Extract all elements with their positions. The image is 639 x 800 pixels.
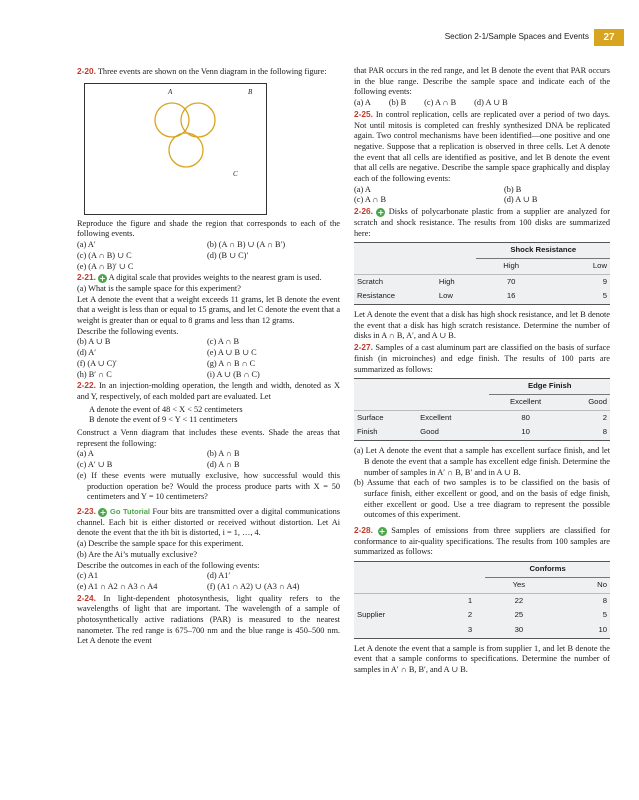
table-row: Finish Good 10 8 — [354, 425, 610, 440]
list-item: (g) A ∩ B ∩ C — [207, 358, 256, 368]
exercise-2-27-a: (a) Let A denote the event that a sample has excellent surface finish, and let B denote the event that a sample has excellent edge finish. Determine the number of samples in A′ ∩ B, B′ and in A ∪ B. — [354, 446, 610, 477]
exercise-2-20-items — [77, 240, 340, 272]
table-row: 1 22 8 — [354, 593, 610, 608]
column-header: Excellent — [510, 396, 542, 406]
table-row: Surface Excellent 80 2 — [354, 410, 610, 425]
list-item: (c) A′ ∪ B — [77, 460, 113, 470]
exercise-2-24: 2-24. In light-dependent photosynthesis, light quality refers to the wavelengths of light that are important. The wavelength of a sample of photosynthetically active radiations (PAR) is measured to the nearest nanometer. The red range is 675–700 nm and the blue range is 450–500 nm. Let A denote the event — [77, 592, 340, 646]
venn-label-c: C — [233, 169, 238, 178]
exercise-2-21: 2-21. + A digital scale that provides weights to the nearest gram is used. — [77, 272, 322, 284]
venn-label-a: A — [168, 87, 173, 96]
list-item: (e) (A ∩ B)′ ∪ C — [77, 261, 134, 271]
tutorial-link[interactable]: Go Tutorial — [110, 506, 150, 516]
list-item: (e) A1 ∩ A2 ∩ A3 ∩ A4 — [77, 581, 158, 591]
exercise-2-26-after: Let A denote the event that a disk has high shock resistance, and let B denote the event that a disk has high scratch resistance. Determine the number of disks in A ∩ B, A′, and A ∪ B. — [354, 310, 610, 341]
list-item: (b) B — [388, 98, 407, 108]
edge-finish-table — [354, 378, 610, 441]
list-item: (f) (A1 ∩ A2) ∪ (A3 ∩ A4) — [207, 581, 300, 591]
exercise-2-22-e: (e) If these events were mutually exclusive, how successful would this production operation be? Would the process produce parts with X = 50 centimeters and Y = 10 centimeters? — [77, 470, 340, 502]
exercise-2-22: 2-22. In an injection-molding operation, the length and width, denoted as X and Y, respectively, of each molded part are evaluated. Let — [77, 380, 340, 401]
exercise-2-27-b: (b) Assume that each of two samples is to be classified on the basis of surface finish, either excellent or good, and on the basis of edge finish, either excellent or good. Use a tree diagram to represent the possible outcomes of this experiment. — [354, 478, 610, 520]
list-item: (e) A ∪ B ∪ C — [207, 348, 257, 358]
list-item: (a) A′ — [77, 240, 96, 250]
conforms-table — [354, 561, 610, 639]
exercise-2-28-after: Let A denote the event that a sample is from supplier 1, and let B denote the event that a sample conforms to specifications. Determine the number of samples in A′ ∩ B, B′, and A ∪ B. — [354, 643, 610, 675]
list-item: (c) A ∩ B — [354, 195, 387, 205]
section-title: Section 2-1/Sample Spaces and Events — [444, 32, 589, 41]
list-item: (b) B — [504, 184, 522, 194]
column-header: No — [597, 579, 607, 589]
venn-label-b: B — [248, 87, 253, 96]
column-header: Good — [588, 396, 607, 406]
table-title: Conforms — [485, 562, 610, 578]
exercise-2-23: 2-23. + Go Tutorial Four bits are transmitted over a digital communications channel. Each bit is either distorted or received without distortion. Let Ai denote the event that the ith bit is distorted, i = 1, …, 4. — [77, 505, 340, 538]
exercise-2-23-items — [77, 571, 340, 592]
page-number: 27 — [594, 29, 624, 46]
list-item: (b) (A ∩ B) ∪ (A ∩ B′) — [207, 240, 286, 250]
list-item: (c) A ∩ B — [424, 98, 457, 108]
shock-resistance-table — [354, 242, 610, 305]
plus-icon[interactable]: + — [99, 274, 106, 284]
exercise-2-25: 2-25. In control replication, cells are replicated over a period of two days. Not until mitosis is completed can freshly synthesized DNA be replicated again. Two control mechanisms have been identified—one positive and one negative. Suppose that a replication is observed in three cells. Let A denote the event that all cells are identified as positive, and let B denote the event that all cells are negative. Describe the sample space graphically and display each of the following events: — [354, 108, 611, 184]
column-header: Yes — [512, 579, 526, 589]
left-column — [77, 66, 340, 647]
list-item: (d) A ∪ B — [474, 98, 508, 108]
exercise-2-24-items — [354, 98, 610, 109]
list-item: (c) A1 — [77, 571, 98, 581]
list-item: (a) A — [354, 184, 371, 194]
exercise-2-22-line1: A denote the event of 48 < X < 52 centimeters — [89, 404, 243, 414]
list-item: (d) A′ — [77, 348, 97, 358]
list-item: (b) A ∩ B — [207, 449, 240, 459]
table-row: Supplier 2 25 5 — [357, 610, 607, 620]
list-item: (a) A — [354, 98, 371, 108]
exercise-2-21-a: (a) What is the sample space for this experiment? — [77, 283, 241, 293]
list-item: (c) A ∩ B — [207, 337, 240, 347]
list-item: (a) A — [77, 449, 94, 459]
exercise-2-25-items — [354, 185, 610, 206]
column-header: High — [503, 260, 520, 270]
table-row: 3 30 10 — [354, 623, 610, 638]
exercise-2-23-b: (b) Are the Ai’s mutually exclusive? — [77, 549, 198, 559]
column-header: Low — [592, 260, 607, 270]
exercise-2-21-desc: Describe the following events. — [77, 326, 179, 336]
plus-icon[interactable]: + — [99, 507, 107, 517]
page-header — [0, 27, 639, 47]
table-row: Scratch High 70 9 — [354, 274, 610, 289]
list-item: (c) (A ∩ B) ∪ C — [77, 250, 132, 260]
list-item: (d) (B ∪ C)′ — [207, 250, 249, 260]
venn-diagram — [84, 83, 267, 215]
list-item: (b) A ∪ B — [77, 337, 111, 347]
exercise-2-23-a: (a) Describe the sample space for this experiment. — [77, 539, 244, 549]
exercise-2-22-line2: B denote the event of 9 < Y < 11 centimeters — [89, 415, 238, 425]
exercise-2-22-after: Construct a Venn diagram that includes these events. Shade the areas that represent the following: — [77, 428, 340, 448]
list-item: (i) A ∪ (B ∩ C) — [207, 369, 260, 379]
list-item: (f) (A ∪ C)′ — [77, 358, 117, 368]
table-row: Resistance Low 16 5 — [354, 289, 610, 304]
exercise-2-26: 2-26. + Disks of polycarbonate plastic from a supplier are analyzed for scratch and shock resistance. The results from 100 disks are summarized here: — [354, 206, 610, 238]
list-item: (h) B′ ∩ C — [77, 369, 112, 379]
table-title: Shock Resistance — [476, 243, 610, 259]
right-column — [354, 66, 610, 676]
exercise-2-23-desc: Describe the outcomes in each of the following events: — [77, 560, 260, 570]
exercise-2-20-instructions: Reproduce the figure and shade the region that corresponds to each of the following events. — [77, 218, 340, 239]
plus-icon[interactable]: + — [378, 527, 386, 537]
table-title: Edge Finish — [489, 379, 610, 395]
exercise-2-21-para: Let A denote the event that a weight exceeds 11 grams, let B denote the event that a weight is less than or equal to 15 grams, and let C denote the event that a weight is greater than or equal to 8 grams and less than 12 grams. — [77, 294, 340, 326]
venn-circles — [85, 84, 268, 216]
list-item: (d) A ∩ B — [207, 460, 240, 470]
list-item: (d) A1′ — [207, 571, 231, 581]
exercise-2-22-items — [77, 449, 340, 470]
plus-icon[interactable]: + — [377, 208, 385, 218]
exercise-2-21-items — [77, 337, 340, 380]
exercise-2-24-cont: that PAR occurs in the red range, and let B denote the event that PAR occurs in the blue range. Describe the sample space and indicate each of the following events: — [354, 66, 610, 97]
exercise-2-28: 2-28. + Samples of emissions from three suppliers are classified for conformance to air-quality specifications. The results from 100 samples are summarized as follows: — [354, 525, 610, 557]
exercise-2-27: 2-27. Samples of a cast aluminum part are classified on the basis of surface finish (in microinches) and edge finish. The results of 100 parts are summarized as follows: — [354, 342, 610, 374]
list-item: (d) A ∪ B — [504, 195, 538, 205]
exercise-2-20: 2-20. Three events are shown on the Venn diagram in the following figure: — [77, 66, 327, 76]
